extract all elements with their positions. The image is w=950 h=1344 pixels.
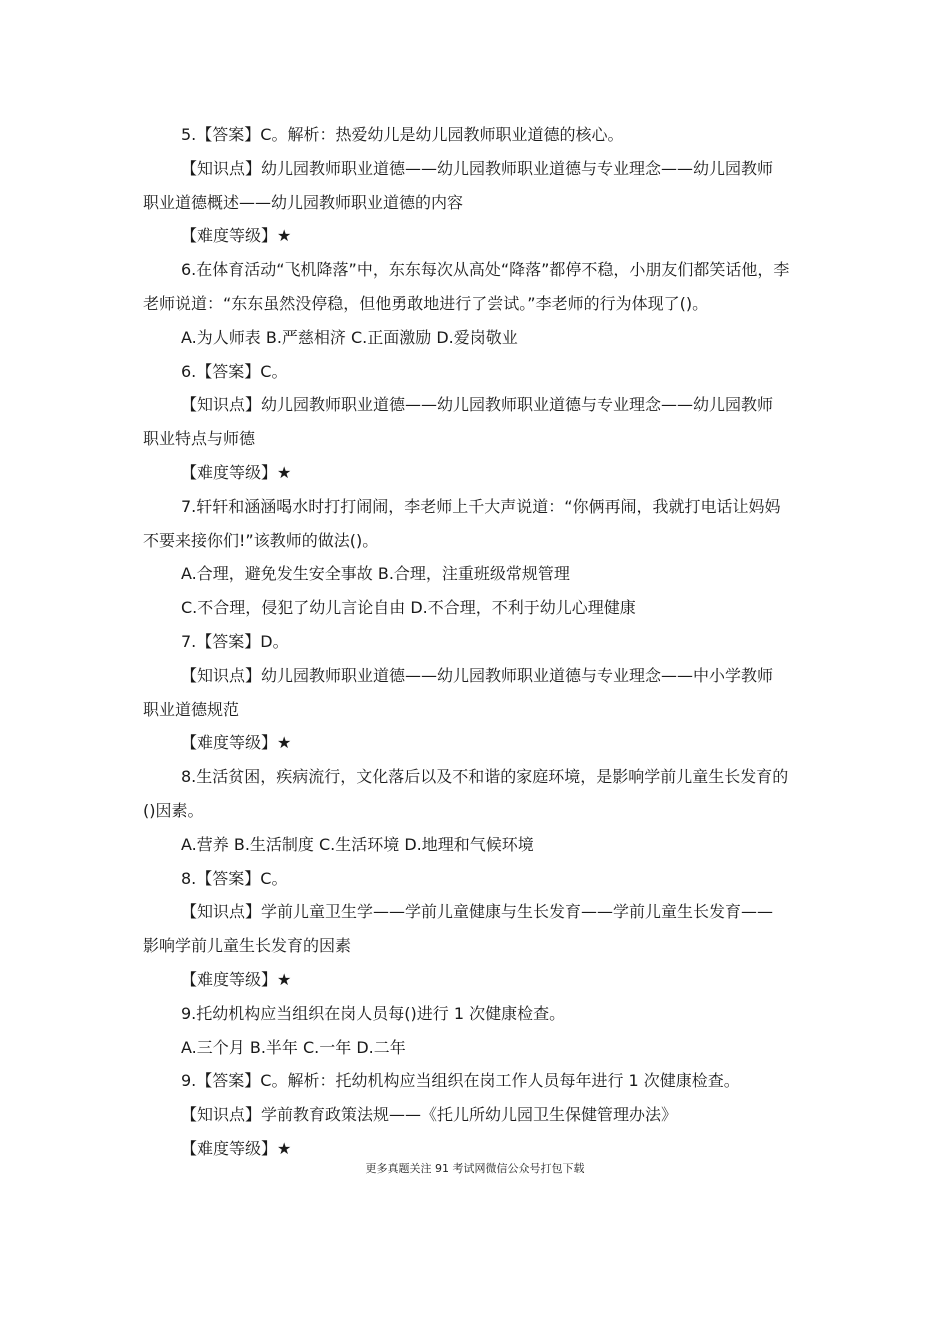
text-line: 7.轩轩和涵涵喝水时打打闹闹，李老师上千大声说道：“你俩再闹，我就打电话让妈妈 — [181, 496, 781, 516]
text-line: A.合理，避免发生安全事故 B.合理，注重班级常规管理 — [181, 564, 570, 584]
text-line: A.为人师表 B.严慈相济 C.正面激励 D.爱岗敬业 — [181, 327, 518, 347]
text-line: 8.【答案】C。 — [181, 868, 288, 888]
text-line: 【知识点】幼儿园教师职业道德——幼儿园教师职业道德与专业理念——中小学教师 — [181, 665, 774, 685]
text-line: 【难度等级】★ — [181, 733, 292, 753]
text-line: 【难度等级】★ — [181, 969, 292, 989]
text-line: 职业特点与师德 — [143, 429, 256, 449]
text-line: 【知识点】学前儿童卫生学——学前儿童健康与生长发育——学前儿童生长发育—— — [181, 902, 774, 922]
text-line: 7.【答案】D。 — [181, 631, 289, 651]
text-line: ()因素。 — [143, 800, 204, 820]
text-line: 【知识点】学前教育政策法规——《托儿所幼儿园卫生保健管理办法》 — [181, 1105, 678, 1125]
text-line: 【知识点】幼儿园教师职业道德——幼儿园教师职业道德与专业理念——幼儿园教师 — [181, 158, 774, 178]
text-line: 6.【答案】C。 — [181, 361, 288, 381]
text-line: 8.生活贫困，疾病流行，文化落后以及不和谐的家庭环境，是影响学前儿童生长发育的 — [181, 767, 789, 787]
text-line: 职业道德规范 — [143, 699, 240, 719]
text-line: 【知识点】幼儿园教师职业道德——幼儿园教师职业道德与专业理念——幼儿园教师 — [181, 395, 774, 415]
text-line: 9.【答案】C。解析：托幼机构应当组织在岗工作人员每年进行 1 次健康检查。 — [181, 1071, 740, 1091]
text-line: C.不合理，侵犯了幼儿言论自由 D.不合理，不利于幼儿心理健康 — [181, 598, 636, 618]
text-line: 【难度等级】★ — [181, 226, 292, 246]
text-line: 5.【答案】C。解析：热爱幼儿是幼儿园教师职业道德的核心。 — [181, 125, 624, 144]
text-line: 【难度等级】★ — [181, 1138, 292, 1158]
page-footer: 更多真题关注 91 考试网微信公众号打包下载 — [365, 1162, 585, 1175]
text-line: A.营养 B.生活制度 C.生活环境 D.地理和气候环境 — [181, 834, 534, 854]
text-line: 不要来接你们!”该教师的做法()。 — [143, 530, 379, 550]
text-line: 6.在体育活动“飞机降落”中，东东每次从高处“降落”都停不稳，小朋友们都笑话他，李 — [181, 260, 790, 280]
text-line: 【难度等级】★ — [181, 462, 292, 482]
text-line: 影响学前儿童生长发育的因素 — [143, 936, 352, 956]
text-line: A.三个月 B.半年 C.一年 D.二年 — [181, 1037, 406, 1057]
document-body — [143, 118, 805, 1166]
text-line: 职业道德概述——幼儿园教师职业道德的内容 — [143, 192, 464, 212]
text-line: 老师说道：“东东虽然没停稳，但他勇敢地进行了尝试。”李老师的行为体现了()。 — [143, 293, 709, 313]
text-line: 9.托幼机构应当组织在岗人员每()进行 1 次健康检查。 — [181, 1003, 566, 1023]
